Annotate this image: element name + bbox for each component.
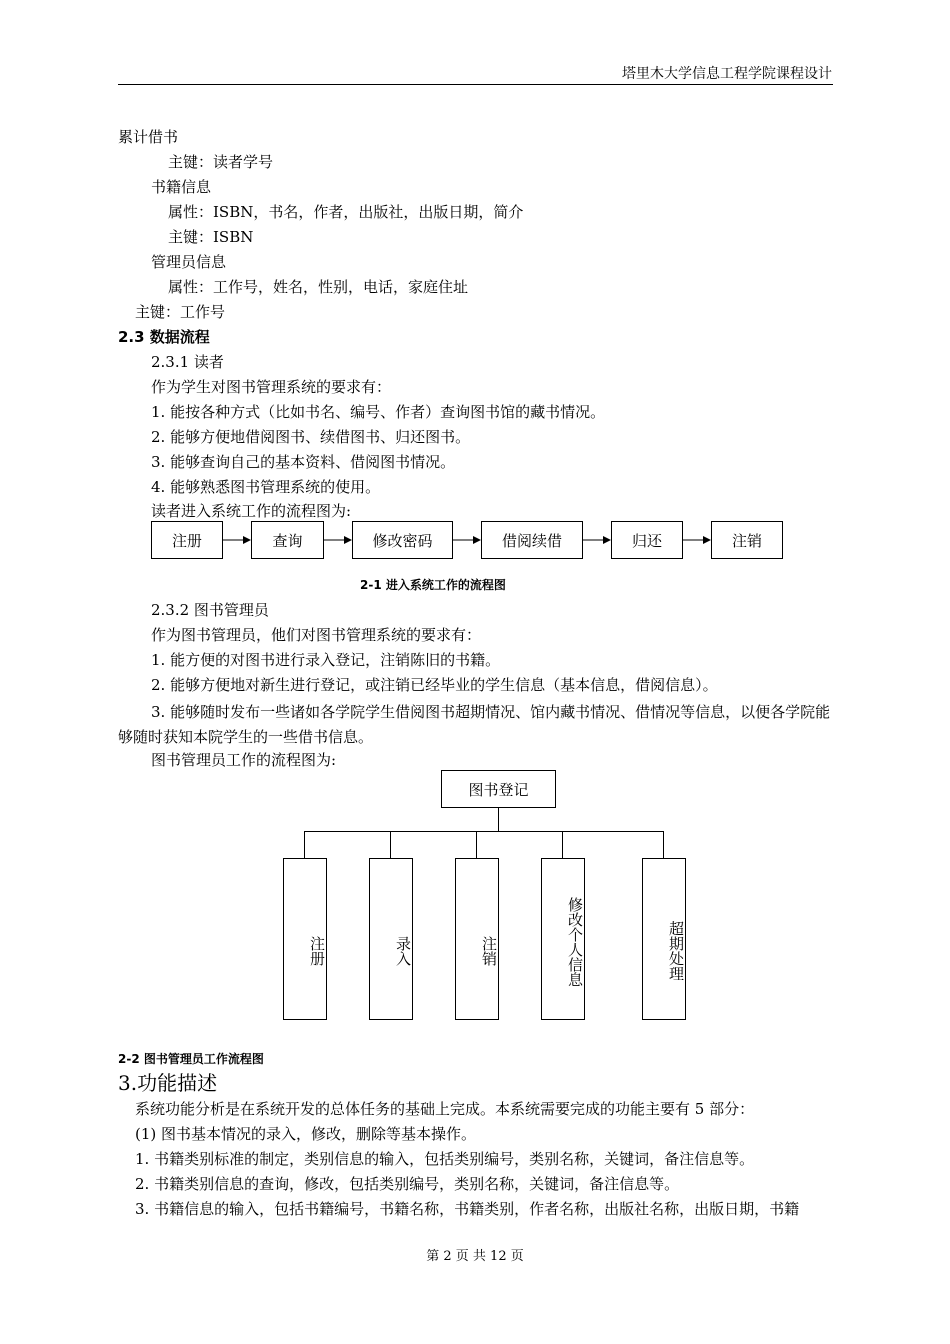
list-item: 1. 能方便的对图书进行录入登记，注销陈旧的书籍。 <box>151 651 501 669</box>
entity-line: 主键：读者学号 <box>168 153 274 171</box>
tree-connector <box>304 831 664 832</box>
flow-root: 图书登记 <box>441 770 556 808</box>
flow-step: 注销 <box>711 521 783 559</box>
entity-line: 属性：工作号，姓名，性别，电话，家庭住址 <box>168 278 469 296</box>
list-item: 3. 能够随时发布一些诸如各学院学生借阅图书超期情况、馆内藏书情况、借情况等信息，以便各学院能够随时获知本院学生的一些借书信息。 <box>118 703 831 746</box>
flow-step: 查询 <box>251 521 324 559</box>
list-item: 1. 能按各种方式（比如书名、编号、作者）查询图书馆的藏书情况。 <box>151 403 606 421</box>
flow-child: 超期处理 <box>642 858 686 1020</box>
subsection-heading: 2.3.1 读者 <box>151 353 224 371</box>
figure-caption: 2-1 进入系统工作的流程图 <box>360 578 506 592</box>
paragraph: 读者进入系统工作的流程图为: <box>151 502 352 520</box>
flow-step: 修改密码 <box>352 521 453 559</box>
list-item: 3. 书籍信息的输入，包括书籍编号，书籍名称，书籍类别，作者名称，出版社名称，出版日期，书籍 <box>135 1200 800 1218</box>
entity-line: 累计借书 <box>118 128 179 146</box>
list-item: 2. 书籍类别信息的查询，修改，包括类别编号，类别名称，关键词，备注信息等。 <box>135 1175 680 1193</box>
tree-connector <box>498 808 499 831</box>
paragraph: 图书管理员工作的流程图为: <box>151 751 337 769</box>
paragraph: (1) 图书基本情况的录入，修改，删除等基本操作。 <box>135 1125 477 1143</box>
list-item: 2. 能够方便地借阅图书、续借图书、归还图书。 <box>151 428 471 446</box>
list-item: 4. 能够熟悉图书管理系统的使用。 <box>151 478 381 496</box>
paragraph: 系统功能分析是在系统开发的总体任务的基础上完成。本系统需要完成的功能主要有 5 部分： <box>135 1100 755 1118</box>
tree-connector <box>476 831 477 858</box>
flow-child: 录入 <box>369 858 413 1020</box>
list-item: 1. 书籍类别标准的制定，类别信息的输入，包括类别编号，类别名称，关键词，备注信息等。 <box>135 1150 755 1168</box>
figure-caption: 2-2 图书管理员工作流程图 <box>118 1052 264 1066</box>
tree-connector <box>562 831 563 858</box>
entity-line: 主键：ISBN <box>168 228 254 246</box>
entity-line: 书籍信息 <box>151 178 212 196</box>
tree-connector <box>663 831 664 858</box>
page-number: 第 2 页 共 12 页 <box>426 1249 524 1264</box>
entity-line: 管理员信息 <box>151 253 227 271</box>
entity-line: 属性：ISBN，书名，作者，出版社，出版日期，简介 <box>168 203 524 221</box>
flow-step: 注册 <box>151 521 223 559</box>
flow-step: 借阅续借 <box>481 521 583 559</box>
flow-arrows <box>0 0 950 600</box>
section-heading: 2.3 数据流程 <box>118 328 210 346</box>
list-item: 3. 能够查询自己的基本资料、借阅图书情况。 <box>151 453 456 471</box>
tree-connector <box>390 831 391 858</box>
flow-step: 归还 <box>611 521 683 559</box>
flow-child: 注册 <box>283 858 327 1020</box>
section-heading: 3.功能描述 <box>118 1071 218 1095</box>
header-title: 塔里木大学信息工程学院课程设计 <box>622 66 832 82</box>
paragraph: 作为图书管理员，他们对图书管理系统的要求有： <box>151 626 482 644</box>
flow-child: 修改个人信息 <box>541 858 585 1020</box>
list-item: 2. 能够方便地对新生进行登记，或注销已经毕业的学生信息（基本信息，借阅信息）。 <box>151 676 718 694</box>
paragraph: 作为学生对图书管理系统的要求有： <box>151 378 392 396</box>
entity-line: 主键：工作号 <box>135 303 226 321</box>
tree-connector <box>304 831 305 858</box>
subsection-heading: 2.3.2 图书管理员 <box>151 601 269 619</box>
flow-child: 注销 <box>455 858 499 1020</box>
